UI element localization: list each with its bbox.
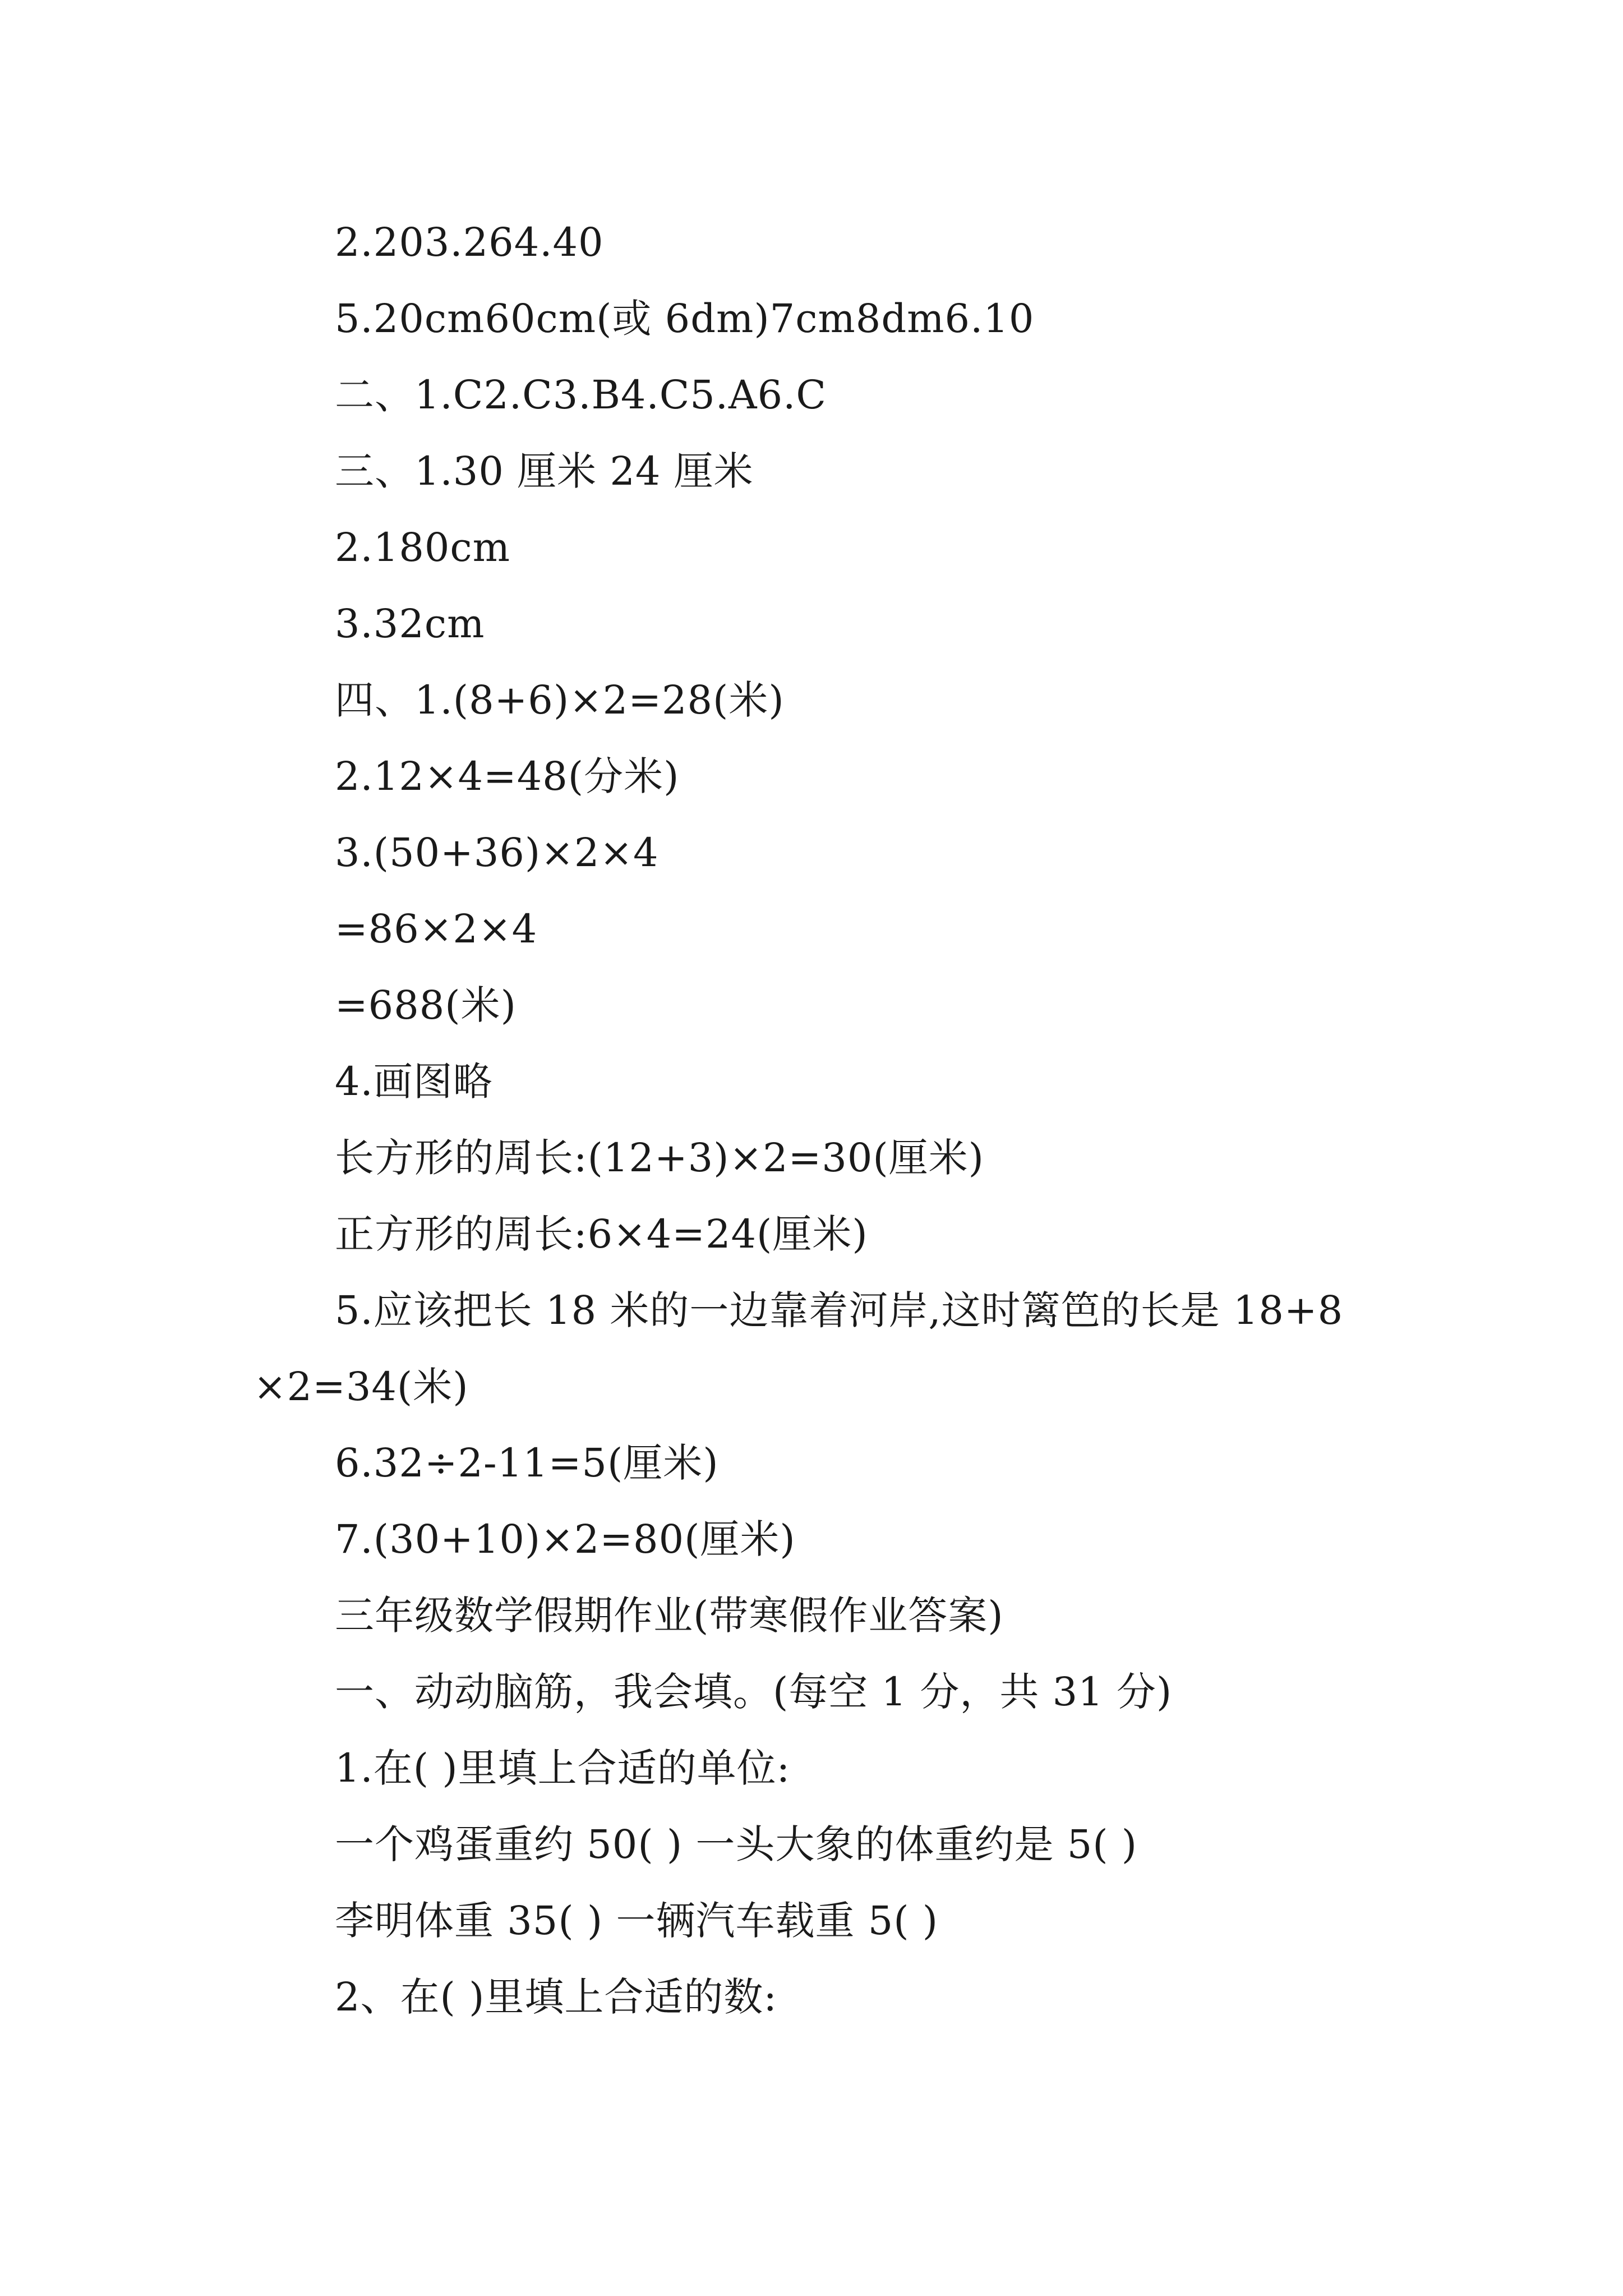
answer-section-4-item-3: 3.(50+36)×2×4	[335, 830, 659, 876]
question-1-row-2: 李明体重 35( ) 一辆汽车载重 5( )	[335, 1898, 939, 1944]
answer-section-4-item-7: 7.(30+10)×2=80(厘米)	[335, 1516, 796, 1562]
question-1-row-1: 一个鸡蛋重约 50( ) 一头大象的体重约是 5( )	[335, 1821, 1138, 1867]
answer-section-4-item-2: 2.12×4=48(分米)	[335, 753, 680, 799]
answer-square-perimeter: 正方形的周长:6×4=24(厘米)	[335, 1211, 868, 1257]
answer-rectangle-perimeter: 长方形的周长:(12+3)×2=30(厘米)	[335, 1135, 984, 1181]
answer-line-blank-2: 2.203.264.40	[335, 219, 604, 265]
answer-section-3-item-1: 三、1.30 厘米 24 厘米	[335, 448, 754, 494]
answer-section-4-item-6: 6.32÷2-11=5(厘米)	[335, 1440, 719, 1486]
answer-section-4-item-3-step-3: =688(米)	[335, 982, 517, 1028]
question-1: 1.在( )里填上合适的单位:	[335, 1745, 791, 1791]
answer-section-4-item-4: 4.画图略	[335, 1059, 493, 1105]
answer-section-4-item-5: 5.应该把长 18 米的一边靠着河岸,这时篱笆的长是 18+8	[335, 1287, 1344, 1333]
answer-section-3-item-3: 3.32cm	[335, 601, 485, 647]
answer-section-4-item-5-continued: ×2=34(米)	[253, 1364, 469, 1410]
worksheet-title: 三年级数学假期作业(带寒假作业答案)	[335, 1593, 1004, 1639]
question-2: 2、在( )里填上合适的数:	[335, 1974, 777, 2020]
answer-section-4-item-1: 四、1.(8+6)×2=28(米)	[335, 677, 785, 723]
section-1-heading: 一、动动脑筋，我会填。(每空 1 分，共 31 分)	[335, 1669, 1173, 1715]
answer-line-blank-5: 5.20cm60cm(或 6dm)7cm8dm6.10	[335, 296, 1035, 342]
answer-section-4-item-3-step-2: =86×2×4	[335, 906, 538, 952]
answer-section-3-item-2: 2.180cm	[335, 524, 510, 570]
answer-section-2-choices: 二、1.C2.C3.B4.C5.A6.C	[335, 372, 827, 418]
